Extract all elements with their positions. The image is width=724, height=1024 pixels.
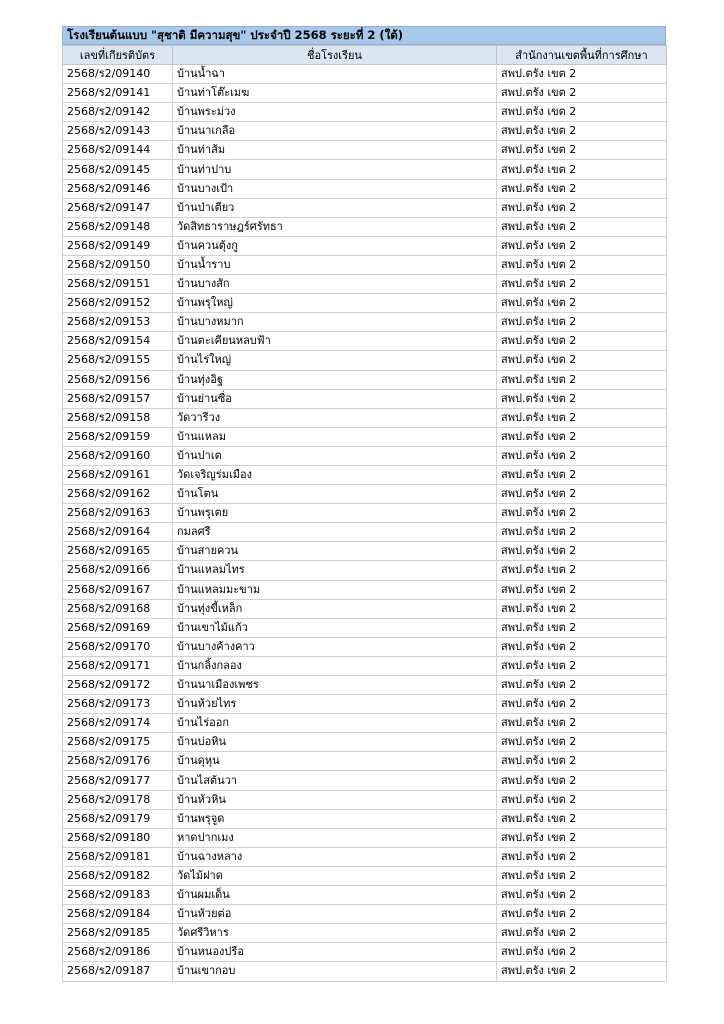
school-name-cell: วัดไม้ฝาด	[173, 866, 497, 885]
education-office-cell: สพป.ตรัง เขต 2	[497, 217, 667, 236]
sheet-title: โรงเรียนต้นแบบ "สุชาติ มีความสุข" ประจำปี 2568 ระยะที่ 2 (ใต้)	[62, 26, 666, 45]
table-row	[63, 714, 667, 733]
table-row	[63, 828, 667, 847]
school-name-cell: บ้านบางหมาก	[173, 313, 497, 332]
school-name-cell: บ้านเขากอบ	[173, 962, 497, 981]
education-office-cell: สพป.ตรัง เขต 2	[497, 351, 667, 370]
school-name-cell: บ้านไสต้นวา	[173, 771, 497, 790]
table-row	[63, 103, 667, 122]
school-name-cell: บ้านนาเกลือ	[173, 122, 497, 141]
school-name-cell: บ้านพรุเตย	[173, 504, 497, 523]
school-name-cell: บ้านทุ่งขี้เหล็ก	[173, 599, 497, 618]
certificate-number-cell: 2568/ร2/09162	[63, 485, 173, 504]
education-office-cell: สพป.ตรัง เขต 2	[497, 924, 667, 943]
certificate-number-cell: 2568/ร2/09178	[63, 790, 173, 809]
table-row	[63, 809, 667, 828]
table-row	[63, 122, 667, 141]
table-row	[63, 408, 667, 427]
table-row	[63, 446, 667, 465]
education-office-cell: สพป.ตรัง เขต 2	[497, 866, 667, 885]
education-office-cell: สพป.ตรัง เขต 2	[497, 408, 667, 427]
certificate-number-cell: 2568/ร2/09182	[63, 866, 173, 885]
certificate-number-cell: 2568/ร2/09146	[63, 179, 173, 198]
table-row	[63, 924, 667, 943]
table-body	[63, 65, 667, 982]
school-name-cell: บ้านหัวหิน	[173, 790, 497, 809]
table-row	[63, 198, 667, 217]
certificate-number-cell: 2568/ร2/09153	[63, 313, 173, 332]
education-office-cell: สพป.ตรัง เขต 2	[497, 599, 667, 618]
header-certificate-number: เลขที่เกียรติบัตร	[63, 46, 173, 65]
education-office-cell: สพป.ตรัง เขต 2	[497, 656, 667, 675]
education-office-cell: สพป.ตรัง เขต 2	[497, 905, 667, 924]
certificate-number-cell: 2568/ร2/09141	[63, 84, 173, 103]
table-row	[63, 141, 667, 160]
certificate-number-cell: 2568/ร2/09184	[63, 905, 173, 924]
school-name-cell: บ้านบ่อหิน	[173, 733, 497, 752]
education-office-cell: สพป.ตรัง เขต 2	[497, 427, 667, 446]
education-office-cell: สพป.ตรัง เขต 2	[497, 446, 667, 465]
table-row	[63, 866, 667, 885]
education-office-cell: สพป.ตรัง เขต 2	[497, 255, 667, 274]
certificate-number-cell: 2568/ร2/09160	[63, 446, 173, 465]
table-row	[63, 294, 667, 313]
education-office-cell: สพป.ตรัง เขต 2	[497, 332, 667, 351]
education-office-cell: สพป.ตรัง เขต 2	[497, 637, 667, 656]
table-row	[63, 160, 667, 179]
education-office-cell: สพป.ตรัง เขต 2	[497, 523, 667, 542]
school-name-cell: บ้านห้วยต่อ	[173, 905, 497, 924]
school-name-cell: กมลศรี	[173, 523, 497, 542]
table-row	[63, 847, 667, 866]
school-name-cell: บ้านแหลมไทร	[173, 561, 497, 580]
education-office-cell: สพป.ตรัง เขต 2	[497, 542, 667, 561]
school-name-cell: บ้านไร่ใหญ่	[173, 351, 497, 370]
certificate-number-cell: 2568/ร2/09156	[63, 370, 173, 389]
certificate-number-cell: 2568/ร2/09177	[63, 771, 173, 790]
certificate-number-cell: 2568/ร2/09159	[63, 427, 173, 446]
education-office-cell: สพป.ตรัง เขต 2	[497, 886, 667, 905]
school-name-cell: บ้านกลิ้งกลอง	[173, 656, 497, 675]
school-name-cell: บ้านน้ำฉา	[173, 65, 497, 84]
table-row	[63, 84, 667, 103]
education-office-cell: สพป.ตรัง เขต 2	[497, 618, 667, 637]
school-name-cell: บ้านท่าปาบ	[173, 160, 497, 179]
education-office-cell: สพป.ตรัง เขต 2	[497, 122, 667, 141]
certificate-number-cell: 2568/ร2/09155	[63, 351, 173, 370]
school-name-cell: บ้านหนองปรือ	[173, 943, 497, 962]
education-office-cell: สพป.ตรัง เขต 2	[497, 236, 667, 255]
school-name-cell: บ้านย่านซื่อ	[173, 389, 497, 408]
certificate-number-cell: 2568/ร2/09142	[63, 103, 173, 122]
education-office-cell: สพป.ตรัง เขต 2	[497, 752, 667, 771]
school-table	[62, 45, 667, 982]
school-name-cell: บ้านทุ่งอิฐ	[173, 370, 497, 389]
header-row	[63, 46, 667, 65]
table-row	[63, 752, 667, 771]
table-row	[63, 370, 667, 389]
table-row	[63, 771, 667, 790]
certificate-number-cell: 2568/ร2/09179	[63, 809, 173, 828]
certificate-number-cell: 2568/ร2/09168	[63, 599, 173, 618]
education-office-cell: สพป.ตรัง เขต 2	[497, 771, 667, 790]
school-name-cell: บ้านผมเด็น	[173, 886, 497, 905]
table-row	[63, 427, 667, 446]
school-name-cell: บ้านท่าส้ม	[173, 141, 497, 160]
certificate-number-cell: 2568/ร2/09185	[63, 924, 173, 943]
certificate-number-cell: 2568/ร2/09154	[63, 332, 173, 351]
education-office-cell: สพป.ตรัง เขต 2	[497, 828, 667, 847]
school-name-cell: บ้านห้วยไทร	[173, 695, 497, 714]
certificate-number-cell: 2568/ร2/09187	[63, 962, 173, 981]
table-row	[63, 905, 667, 924]
education-office-cell: สพป.ตรัง เขต 2	[497, 160, 667, 179]
certificate-number-cell: 2568/ร2/09165	[63, 542, 173, 561]
education-office-cell: สพป.ตรัง เขต 2	[497, 485, 667, 504]
school-name-cell: วัดศรีวิหาร	[173, 924, 497, 943]
certificate-number-cell: 2568/ร2/09152	[63, 294, 173, 313]
certificate-number-cell: 2568/ร2/09167	[63, 580, 173, 599]
table-row	[63, 695, 667, 714]
school-name-cell: บ้านเขาไม้แก้ว	[173, 618, 497, 637]
school-name-cell: บ้านไร่ออก	[173, 714, 497, 733]
school-name-cell: บ้านตะเคียนหลบฟ้า	[173, 332, 497, 351]
certificate-number-cell: 2568/ร2/09166	[63, 561, 173, 580]
table-row	[63, 943, 667, 962]
table-row	[63, 255, 667, 274]
table-row	[63, 485, 667, 504]
certificate-number-cell: 2568/ร2/09151	[63, 275, 173, 294]
table-row	[63, 656, 667, 675]
certificate-number-cell: 2568/ร2/09158	[63, 408, 173, 427]
certificate-number-cell: 2568/ร2/09164	[63, 523, 173, 542]
school-name-cell: บ้านพรุใหญ่	[173, 294, 497, 313]
school-name-cell: วัดสิทธาราษฎร์ศรัทธา	[173, 217, 497, 236]
education-office-cell: สพป.ตรัง เขต 2	[497, 580, 667, 599]
table-row	[63, 637, 667, 656]
school-name-cell: บ้านน้ำราบ	[173, 255, 497, 274]
school-name-cell: บ้านแหลมมะขาม	[173, 580, 497, 599]
table-row	[63, 790, 667, 809]
school-name-cell: บ้านพรุจูด	[173, 809, 497, 828]
school-name-cell: บ้านท่าโต๊ะเมฆ	[173, 84, 497, 103]
education-office-cell: สพป.ตรัง เขต 2	[497, 103, 667, 122]
school-name-cell: บ้านดุหุน	[173, 752, 497, 771]
table-row	[63, 504, 667, 523]
certificate-number-cell: 2568/ร2/09147	[63, 198, 173, 217]
education-office-cell: สพป.ตรัง เขต 2	[497, 790, 667, 809]
table-row	[63, 179, 667, 198]
school-name-cell: บ้านบางค้างคาว	[173, 637, 497, 656]
school-name-cell: บ้านฉางหลาง	[173, 847, 497, 866]
certificate-number-cell: 2568/ร2/09149	[63, 236, 173, 255]
education-office-cell: สพป.ตรัง เขต 2	[497, 198, 667, 217]
table-row	[63, 332, 667, 351]
education-office-cell: สพป.ตรัง เขต 2	[497, 275, 667, 294]
table-row	[63, 236, 667, 255]
table-row	[63, 962, 667, 981]
education-office-cell: สพป.ตรัง เขต 2	[497, 313, 667, 332]
certificate-number-cell: 2568/ร2/09140	[63, 65, 173, 84]
school-name-cell: บ้านโตน	[173, 485, 497, 504]
school-name-cell: วัดวารีวง	[173, 408, 497, 427]
education-office-cell: สพป.ตรัง เขต 2	[497, 504, 667, 523]
certificate-number-cell: 2568/ร2/09180	[63, 828, 173, 847]
certificate-number-cell: 2568/ร2/09174	[63, 714, 173, 733]
certificate-number-cell: 2568/ร2/09171	[63, 656, 173, 675]
table-row	[63, 618, 667, 637]
spreadsheet-sheet	[62, 26, 666, 982]
education-office-cell: สพป.ตรัง เขต 2	[497, 179, 667, 198]
school-name-cell: บ้านสายควน	[173, 542, 497, 561]
education-office-cell: สพป.ตรัง เขต 2	[497, 84, 667, 103]
table-row	[63, 275, 667, 294]
table-row	[63, 599, 667, 618]
table-row	[63, 65, 667, 84]
education-office-cell: สพป.ตรัง เขต 2	[497, 962, 667, 981]
table-row	[63, 561, 667, 580]
table-row	[63, 217, 667, 236]
school-name-cell: หาดปากเมง	[173, 828, 497, 847]
header-education-office: สำนักงานเขตพื้นที่การศึกษา	[497, 46, 667, 65]
education-office-cell: สพป.ตรัง เขต 2	[497, 465, 667, 484]
education-office-cell: สพป.ตรัง เขต 2	[497, 294, 667, 313]
education-office-cell: สพป.ตรัง เขต 2	[497, 695, 667, 714]
education-office-cell: สพป.ตรัง เขต 2	[497, 141, 667, 160]
certificate-number-cell: 2568/ร2/09183	[63, 886, 173, 905]
table-row	[63, 733, 667, 752]
school-name-cell: วัดเจริญร่มเมือง	[173, 465, 497, 484]
education-office-cell: สพป.ตรัง เขต 2	[497, 389, 667, 408]
school-name-cell: บ้านควนตุ้งกู	[173, 236, 497, 255]
education-office-cell: สพป.ตรัง เขต 2	[497, 733, 667, 752]
certificate-number-cell: 2568/ร2/09186	[63, 943, 173, 962]
table-row	[63, 886, 667, 905]
school-name-cell: บ้านป่าเตียว	[173, 198, 497, 217]
table-row	[63, 676, 667, 695]
certificate-number-cell: 2568/ร2/09145	[63, 160, 173, 179]
education-office-cell: สพป.ตรัง เขต 2	[497, 65, 667, 84]
certificate-number-cell: 2568/ร2/09173	[63, 695, 173, 714]
education-office-cell: สพป.ตรัง เขต 2	[497, 676, 667, 695]
certificate-number-cell: 2568/ร2/09148	[63, 217, 173, 236]
school-name-cell: บ้านปาเต	[173, 446, 497, 465]
table-row	[63, 313, 667, 332]
certificate-number-cell: 2568/ร2/09163	[63, 504, 173, 523]
table-row	[63, 389, 667, 408]
certificate-number-cell: 2568/ร2/09170	[63, 637, 173, 656]
school-name-cell: บ้านแหลม	[173, 427, 497, 446]
education-office-cell: สพป.ตรัง เขต 2	[497, 943, 667, 962]
education-office-cell: สพป.ตรัง เขต 2	[497, 809, 667, 828]
education-office-cell: สพป.ตรัง เขต 2	[497, 561, 667, 580]
certificate-number-cell: 2568/ร2/09181	[63, 847, 173, 866]
certificate-number-cell: 2568/ร2/09144	[63, 141, 173, 160]
certificate-number-cell: 2568/ร2/09143	[63, 122, 173, 141]
table-row	[63, 465, 667, 484]
table-row	[63, 580, 667, 599]
certificate-number-cell: 2568/ร2/09150	[63, 255, 173, 274]
certificate-number-cell: 2568/ร2/09161	[63, 465, 173, 484]
certificate-number-cell: 2568/ร2/09157	[63, 389, 173, 408]
education-office-cell: สพป.ตรัง เขต 2	[497, 714, 667, 733]
table-row	[63, 523, 667, 542]
education-office-cell: สพป.ตรัง เขต 2	[497, 847, 667, 866]
header-school-name: ชื่อโรงเรียน	[173, 46, 497, 65]
certificate-number-cell: 2568/ร2/09169	[63, 618, 173, 637]
certificate-number-cell: 2568/ร2/09176	[63, 752, 173, 771]
table-row	[63, 542, 667, 561]
certificate-number-cell: 2568/ร2/09172	[63, 676, 173, 695]
table-row	[63, 351, 667, 370]
education-office-cell: สพป.ตรัง เขต 2	[497, 370, 667, 389]
certificate-number-cell: 2568/ร2/09175	[63, 733, 173, 752]
school-name-cell: บ้านพระม่วง	[173, 103, 497, 122]
school-name-cell: บ้านบางเป้า	[173, 179, 497, 198]
school-name-cell: บ้านบางสัก	[173, 275, 497, 294]
school-name-cell: บ้านนาเมืองเพชร	[173, 676, 497, 695]
